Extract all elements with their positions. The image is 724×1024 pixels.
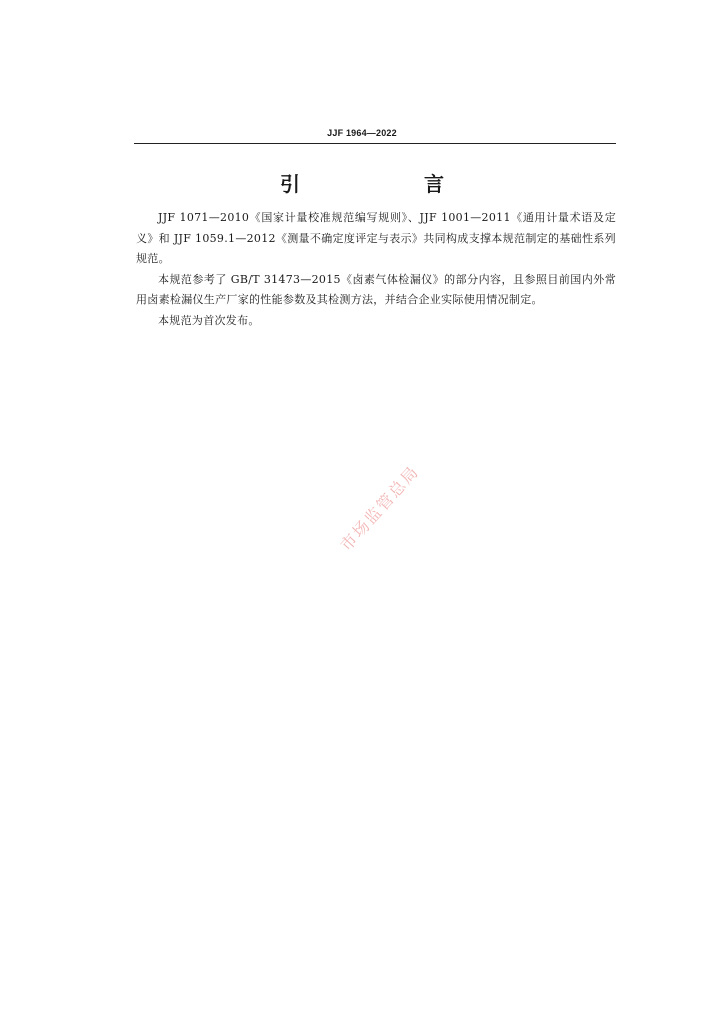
watermark: 市场监管总局 (336, 461, 423, 555)
paragraph-1: JJF 1071—2010《国家计量校准规范编写规则》、JJF 1001—2011《通用计量术语及定义》和 JJF 1059.1—2012《测量不确定度评定与表示》共同构成支撑本规范制定的基础性系列规范。 (136, 211, 616, 265)
body-text (136, 208, 616, 331)
section-title: 引 言 (280, 172, 496, 196)
header-divider (134, 143, 616, 144)
document-code-header: JJF 1964—2022 (327, 128, 397, 138)
paragraph-2: 本规范参考了 GB/T 31473—2015《卤素气体检漏仪》的部分内容，且参照目前国内外常用卤素检漏仪生产厂家的性能参数及其检测方法，并结合企业实际使用情况制定。 (136, 272, 616, 306)
paragraph-3: 本规范为首次发布。 (158, 313, 260, 327)
